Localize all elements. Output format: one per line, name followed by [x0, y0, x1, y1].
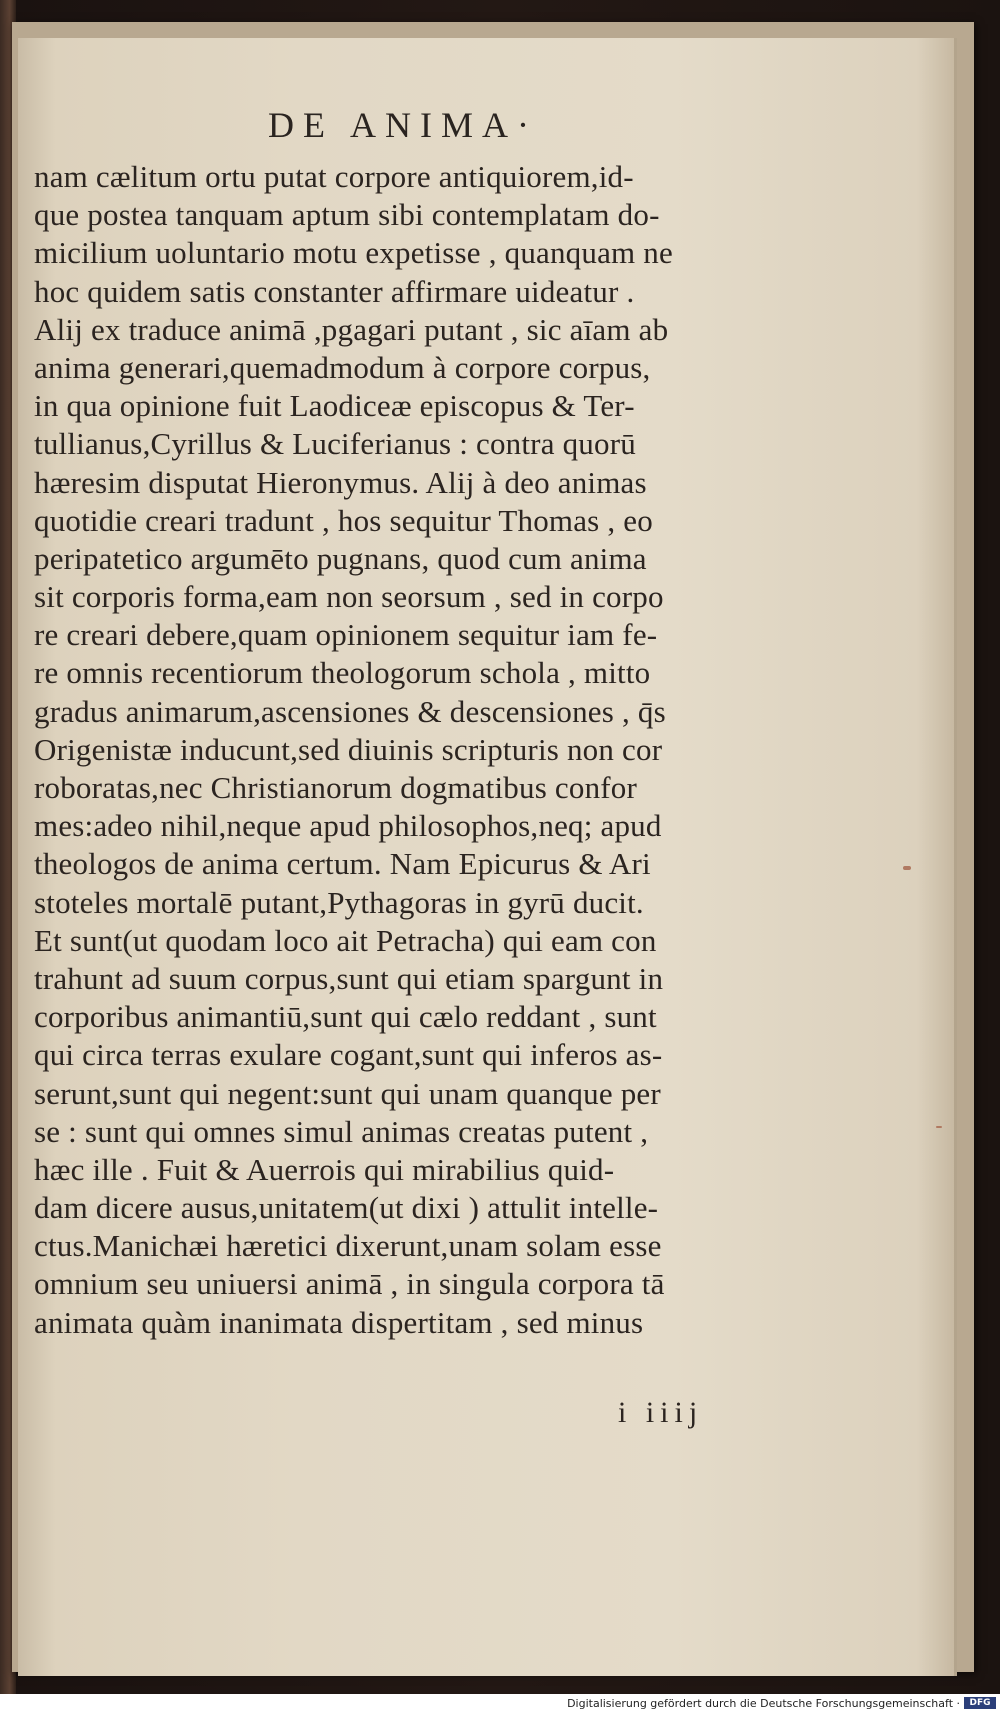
text-line: anima generari,quemadmodum à corpore corpus, — [34, 349, 651, 385]
signature-mark: i iiij — [618, 1396, 704, 1429]
text-line: que postea tanquam aptum sibi contemplatam do- — [34, 197, 660, 233]
text-line: re omnis recentiorum theologorum schola , mitto — [34, 655, 651, 691]
text-line: dam dicere ausus,unitatem(ut dixi ) attulit intelle- — [34, 1190, 659, 1226]
text-line: peripatetico argumēto pugnans, quod cum anima — [34, 540, 647, 576]
text-line: ctus.Manichæi hæretici dixerunt,unam solam esse — [34, 1228, 662, 1264]
paper-speck — [903, 866, 911, 870]
text-line: micilium uoluntario motu expetisse , quanquam ne — [34, 235, 673, 271]
text-line: hæresim disputat Hieronymus. Alij à deo animas — [34, 464, 647, 500]
text-line: trahunt ad suum corpus,sunt qui etiam spargunt in — [34, 960, 664, 996]
text-line: Alij ex traduce animā ,pgagari putant , sic aīam ab — [34, 311, 669, 347]
text-line: Et sunt(ut quodam loco ait Petracha) qui eam con — [34, 922, 657, 958]
text-line: qui circa terras exulare cogant,sunt qui inferos as- — [34, 1037, 663, 1073]
text-line: nam cælitum ortu putat corpore antiquiorem,id- — [34, 159, 634, 194]
text-line: mes:adeo nihil,neque apud philosophos,neq; apud — [34, 808, 662, 844]
text-line: sit corporis forma,eam non seorsum , sed in corpo — [34, 579, 664, 615]
text-line: in qua opinione fuit Laodiceæ episcopus & Ter- — [34, 388, 635, 424]
text-line: stoteles mortalē putant,Pythagoras in gyrū ducit. — [34, 884, 644, 920]
text-line: theologos de anima certum. Nam Epicurus & Ari — [34, 846, 651, 882]
text-line: se : sunt qui omnes simul animas creatas putent , — [34, 1113, 649, 1149]
funding-credit: Digitalisierung gefördert durch die Deutsche Forschungsgemeinschaft · — [567, 1697, 960, 1710]
text-line: animata quàm inanimata dispertitam , sed minus — [34, 1304, 644, 1340]
book-page — [18, 38, 957, 1676]
text-line: serunt,sunt qui negent:sunt qui unam quanque per — [34, 1075, 661, 1111]
text-line: roboratas,nec Christianorum dogmatibus confor — [34, 770, 638, 805]
text-line: omnium seu uniuersi animā , in singula corpora tā — [34, 1266, 665, 1302]
text-line: re creari debere,quam opinionem sequitur iam fe- — [34, 617, 658, 653]
text-line: corporibus animantiū,sunt qui cælo reddant , sunt — [34, 999, 657, 1035]
text-line: gradus animarum,ascensiones & descensiones , q̄s — [34, 693, 666, 729]
paper-speck — [936, 1126, 942, 1128]
running-head: DE ANIMA· — [268, 105, 538, 145]
text-line: hoc quidem satis constanter affirmare uideatur . — [34, 273, 635, 309]
text-line: hæc ille . Fuit & Auerrois qui mirabilius quid- — [34, 1151, 615, 1187]
page-edge-stack — [12, 22, 974, 1672]
text-line: quotidie creari tradunt , hos sequitur Thomas , eo — [34, 502, 653, 538]
text-line: tullianus,Cyrillus & Luciferianus : contra quorū — [34, 426, 636, 462]
body-text — [34, 158, 809, 1342]
text-line: Origenistæ inducunt,sed diuinis scripturis non cor — [34, 731, 663, 767]
dfg-logo: DFG — [964, 1697, 996, 1709]
